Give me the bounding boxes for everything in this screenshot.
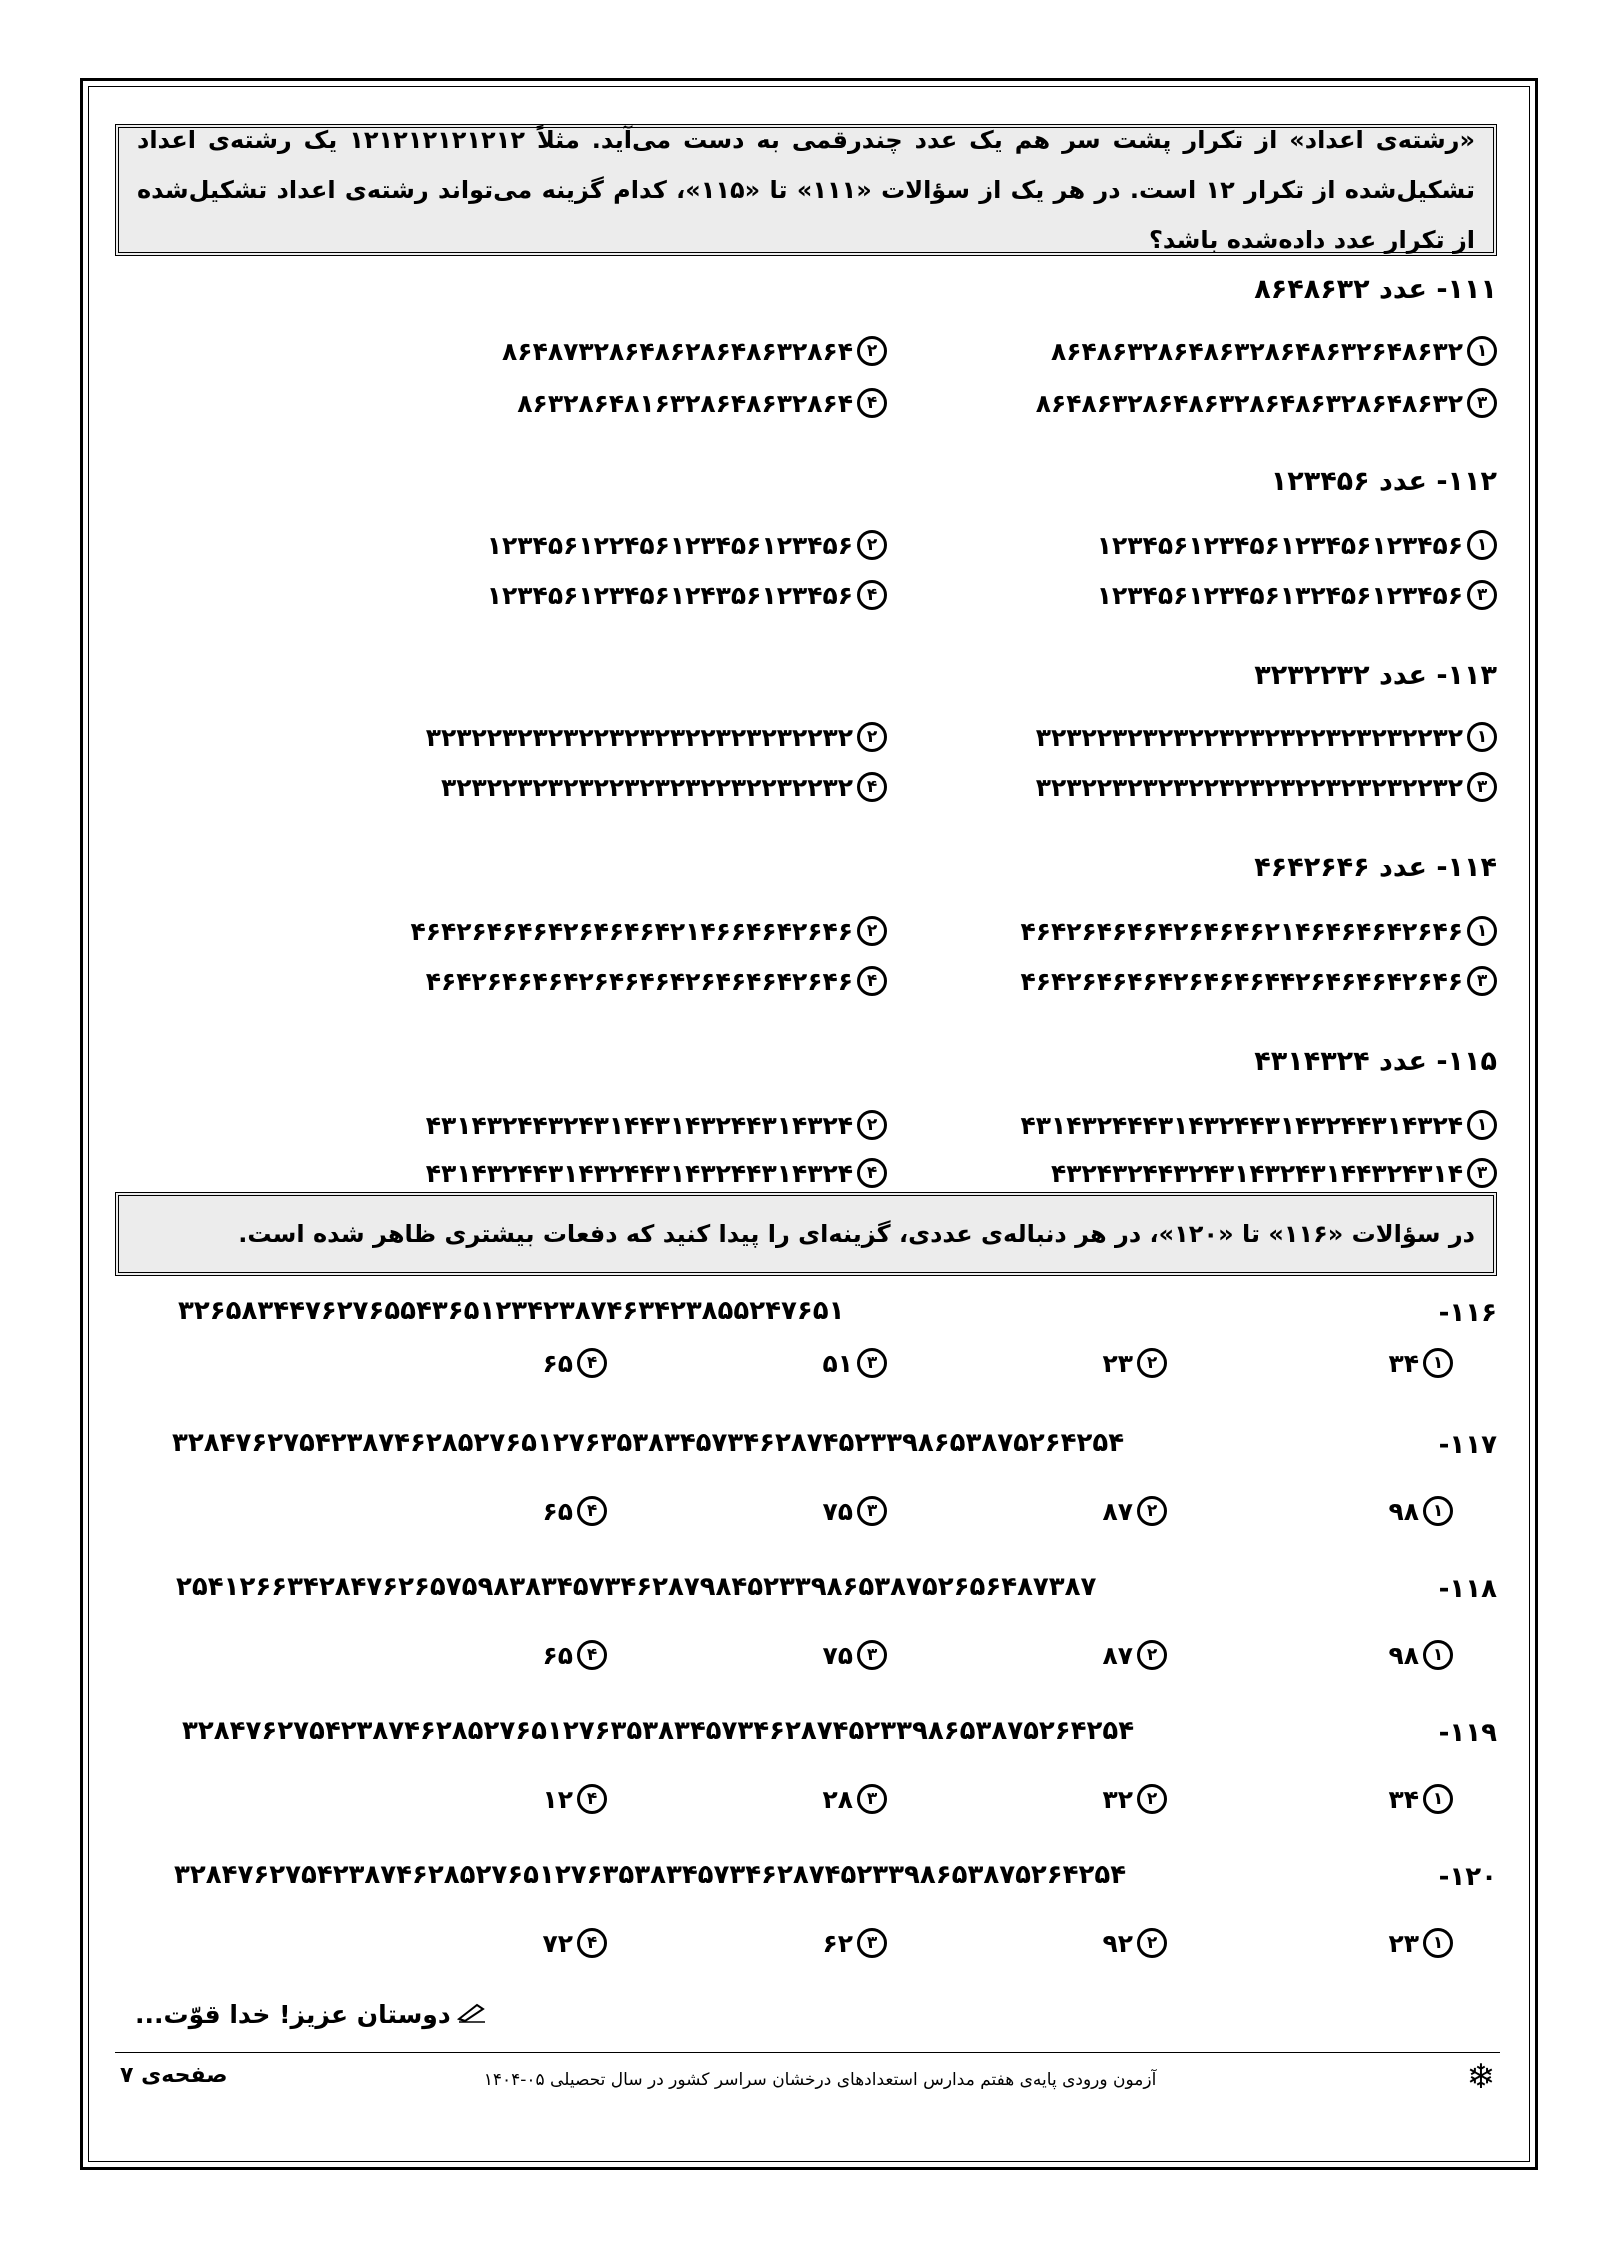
instruction-text: «رشته‌ی اعداد» از تکرار پشت سر هم یک عدد چندرقمی به دست می‌آید. مثلاً ۱۲۱۲۱۲۱۲۱۲۱۲ یک رشته‌ی اعداد تشکیل‌شده از تکرار ۱۲ است. در هر یک از سؤالات «۱۱۱» تا «۱۱۵»، کدام گزینه می‌تواند رشته‌ی اعداد تشکیل‌شده از تکرار عدد داده‌شده باشد؟ [137, 126, 1475, 254]
option-number: ۳ [1467, 1158, 1497, 1188]
option-number: ۱ [1423, 1784, 1453, 1814]
option-number: ۴ [857, 772, 887, 802]
option[interactable] [441, 772, 887, 802]
option[interactable] [426, 722, 887, 752]
option-value: ۳۲۳۲۲۳۲۳۲۳۲۲۳۲۳۲۳۲۲۳۲۳۲۳۲۲۳۲ [425, 722, 853, 752]
question-title: ۱۱۵- عدد ۴۳۱۴۳۲۴ [1254, 1046, 1497, 1077]
option-number: ۱ [1467, 336, 1497, 366]
number-sequence: ۳۲۸۴۷۶۲۷۵۴۲۳۸۷۴۶۲۸۵۲۷۶۵۱۲۷۶۳۵۳۸۳۴۵۷۳۴۶۲۸۷۴۵۲۳۳۹۸۶۵۳۸۷۵۲۶۴۲۵۴ [182, 1716, 1135, 1746]
option-value: ۴۶۴۲۶۴۶۴۶۴۲۶۴۶۴۶۴۲۶۴۶۴۶۴۲۶۴۶ [425, 966, 853, 996]
option-value: ۳۲۳۲۲۳۲۳۲۳۲۲۳۲۳۲۳۲۲۳۲۳۲۳۲۲۳۲ [1035, 722, 1463, 752]
option-value: ۴۶۴۲۶۴۶۴۶۴۲۶۴۶۴۶۴۲۱۴۶۶۴۶۴۲۶۴۶ [410, 916, 853, 946]
choice-value: ۵۱ [822, 1348, 853, 1378]
option-number: ۲ [857, 530, 887, 560]
option[interactable] [487, 530, 887, 560]
option-number: ۴ [577, 1496, 607, 1526]
choice[interactable] [1102, 1496, 1167, 1526]
option-number: ۴ [857, 388, 887, 418]
option-value: ۴۶۴۲۶۴۶۴۶۴۲۶۴۶۴۶۲۱۴۶۴۶۴۶۴۲۶۴۶ [1020, 916, 1463, 946]
choice[interactable] [1102, 1640, 1167, 1670]
option[interactable] [1036, 772, 1497, 802]
option[interactable] [487, 580, 887, 610]
option-number: ۳ [857, 1640, 887, 1670]
choice-value: ۲۳ [1388, 1928, 1419, 1958]
option[interactable] [517, 388, 887, 418]
option-value: ۳۲۳۲۲۳۲۳۲۳۲۲۳۲۳۲۳۲۲۳۲۲۳۲۲۳۲ [441, 772, 853, 802]
choice[interactable] [1388, 1784, 1453, 1814]
choice[interactable] [1388, 1640, 1453, 1670]
option[interactable] [426, 1110, 887, 1140]
choice[interactable] [1388, 1496, 1453, 1526]
choice-value: ۶۵ [542, 1348, 573, 1378]
option-number: ۳ [857, 1348, 887, 1378]
footer-text: آزمون ورودی پایه‌ی هفتم مدارس استعدادهای درخشان سراسر کشور در سال تحصیلی ۰۵-۱۴۰۴ [483, 2070, 1157, 2090]
option[interactable] [1051, 336, 1497, 366]
option-number: ۲ [1137, 1640, 1167, 1670]
option-number: ۴ [857, 580, 887, 610]
choice[interactable] [542, 1784, 607, 1814]
section-instruction-text: در سؤالات «۱۱۶» تا «۱۲۰»، در هر دنباله‌ی عددی، گزینه‌ای را پیدا کنید که دفعات بیشتری ظاهر شده است. [238, 1220, 1475, 1248]
choice[interactable] [542, 1348, 607, 1378]
option-number: ۴ [857, 966, 887, 996]
choice-value: ۳۴ [1388, 1348, 1419, 1378]
choice[interactable] [542, 1496, 607, 1526]
choice-value: ۱۲ [542, 1784, 573, 1814]
choice[interactable] [822, 1928, 887, 1958]
section-instruction-box [115, 1192, 1497, 1276]
question-number: ۱۲۰- [1438, 1862, 1497, 1892]
option-number: ۳ [857, 1496, 887, 1526]
choice-value: ۸۷ [1102, 1640, 1133, 1670]
option-value: ۴۳۲۴۳۲۴۴۳۲۴۳۱۴۳۲۴۳۱۴۴۳۲۴۳۱۴ [1051, 1158, 1463, 1188]
number-sequence: ۳۲۸۴۷۶۲۷۵۴۲۳۸۷۴۶۲۸۵۲۷۶۵۱۲۷۶۳۵۳۸۳۴۵۷۳۴۶۲۸۷۴۵۲۳۳۹۸۶۵۳۸۷۵۲۶۴۲۵۴ [172, 1428, 1125, 1458]
choice-value: ۳۴ [1388, 1784, 1419, 1814]
option-value: ۴۳۱۴۳۲۴۴۳۲۴۳۱۴۴۳۱۴۳۲۴۴۳۱۴۳۲۴ [425, 1110, 853, 1140]
option[interactable] [1020, 966, 1497, 996]
choice-value: ۹۲ [1102, 1928, 1133, 1958]
question-number: ۱۱۶- [1438, 1298, 1497, 1328]
option-value: ۳۲۳۲۲۳۲۳۲۳۲۲۳۲۳۲۳۲۲۳۲۳۲۳۲۲۳۲ [1035, 772, 1463, 802]
choice[interactable] [1102, 1928, 1167, 1958]
option-value: ۴۳۱۴۳۲۴۴۳۱۴۳۲۴۴۳۱۴۳۲۴۴۳۱۴۳۲۴ [425, 1158, 853, 1188]
option-number: ۳ [857, 1928, 887, 1958]
option-number: ۱ [1467, 1110, 1497, 1140]
option-number: ۲ [857, 336, 887, 366]
snowflake-icon: ❄ [1466, 2057, 1495, 2097]
number-sequence: ۳۲۸۴۷۶۲۷۵۴۲۳۸۷۴۶۲۸۵۲۷۶۵۱۲۷۶۳۵۳۸۳۴۵۷۳۴۶۲۸۷۴۵۲۳۳۹۸۶۵۳۸۷۵۲۶۴۲۵۴ [174, 1860, 1127, 1890]
closing-message [135, 2000, 487, 2029]
question-title: ۱۱۴- عدد ۴۶۴۲۶۴۶ [1254, 852, 1497, 883]
choice[interactable] [1388, 1928, 1453, 1958]
choice-value: ۶۵ [542, 1496, 573, 1526]
option-number: ۱ [1423, 1496, 1453, 1526]
option-number: ۳ [1467, 966, 1497, 996]
option-number: ۲ [1137, 1348, 1167, 1378]
option-value: ۱۲۳۴۵۶۱۲۲۴۵۶۱۲۳۴۵۶۱۲۳۴۵۶ [486, 530, 853, 560]
option-number: ۴ [577, 1928, 607, 1958]
option[interactable] [1020, 1110, 1497, 1140]
choice-value: ۶۲ [822, 1928, 853, 1958]
choice-value: ۷۵ [822, 1496, 853, 1526]
choice[interactable] [822, 1784, 887, 1814]
choice-value: ۹۸ [1388, 1640, 1419, 1670]
choice[interactable] [1388, 1348, 1453, 1378]
option-number: ۴ [577, 1784, 607, 1814]
option[interactable] [1036, 722, 1497, 752]
option-number: ۱ [1467, 530, 1497, 560]
question-number: ۱۱۹- [1438, 1718, 1497, 1748]
option-number: ۲ [1137, 1928, 1167, 1958]
page-number: صفحه‌ی ۷ [120, 2063, 228, 2088]
option-value: ۸۶۴۸۶۳۲۸۶۴۸۶۳۲۸۶۴۸۶۳۲۸۶۴۸۶۳۲ [1035, 388, 1463, 418]
option-number: ۲ [1137, 1496, 1167, 1526]
choice-value: ۷۲ [542, 1928, 573, 1958]
option[interactable] [1020, 916, 1497, 946]
number-sequence: ۲۵۴۱۲۶۶۳۴۲۸۴۷۶۲۶۵۷۵۹۸۳۸۳۴۵۷۳۴۶۲۸۷۹۸۴۵۲۳۳۹۸۶۵۳۸۷۵۲۶۵۶۴۸۷۳۸۷ [176, 1572, 1097, 1602]
option-number: ۳ [1467, 580, 1497, 610]
option[interactable] [426, 966, 887, 996]
option-number: ۲ [1137, 1784, 1167, 1814]
option-value: ۸۶۴۸۷۳۲۸۶۴۸۶۲۸۶۴۸۶۳۲۸۶۴ [502, 336, 853, 366]
choice[interactable] [1102, 1784, 1167, 1814]
number-sequence: ۳۲۶۵۸۳۴۴۷۶۲۷۶۵۵۴۳۶۵۱۲۳۴۲۳۸۷۴۶۳۴۲۳۸۵۵۲۴۷۶۵۱ [178, 1296, 845, 1326]
option-number: ۱ [1467, 722, 1497, 752]
pencil-icon [457, 2000, 487, 2029]
choice[interactable] [1102, 1348, 1167, 1378]
option-number: ۳ [857, 1784, 887, 1814]
option-number: ۲ [857, 916, 887, 946]
option-number: ۲ [857, 722, 887, 752]
question-title: ۱۱۲- عدد ۱۲۳۴۵۶ [1270, 466, 1497, 497]
choice[interactable] [822, 1640, 887, 1670]
choice-value: ۳۲ [1102, 1784, 1133, 1814]
choice-value: ۲۸ [822, 1784, 853, 1814]
option-number: ۳ [1467, 772, 1497, 802]
option-number: ۱ [1423, 1348, 1453, 1378]
choice-value: ۹۸ [1388, 1496, 1419, 1526]
option-number: ۱ [1423, 1640, 1453, 1670]
option[interactable] [502, 336, 887, 366]
instruction-box [115, 124, 1497, 256]
option-value: ۸۶۳۲۸۶۴۸۱۶۳۲۸۶۴۸۶۳۲۸۶۴ [517, 388, 853, 418]
choice-value: ۸۷ [1102, 1496, 1133, 1526]
option-value: ۱۲۳۴۵۶۱۲۳۴۵۶۱۲۳۴۵۶۱۲۳۴۵۶ [1096, 530, 1463, 560]
option-number: ۴ [577, 1348, 607, 1378]
question-title: ۱۱۳- عدد ۳۲۳۲۲۳۲ [1254, 660, 1497, 691]
choice[interactable] [542, 1640, 607, 1670]
option-number: ۴ [577, 1640, 607, 1670]
option[interactable] [1036, 388, 1497, 418]
option[interactable] [1051, 1158, 1497, 1188]
choice-value: ۲۳ [1102, 1348, 1133, 1378]
option[interactable] [1097, 580, 1497, 610]
choice-value: ۶۵ [542, 1640, 573, 1670]
option-number: ۲ [857, 1110, 887, 1140]
option[interactable] [1097, 530, 1497, 560]
option-value: ۱۲۳۴۵۶۱۲۳۴۵۶۱۲۴۳۵۶۱۲۳۴۵۶ [486, 580, 853, 610]
option-number: ۳ [1467, 388, 1497, 418]
choice-value: ۷۵ [822, 1640, 853, 1670]
option-number: ۱ [1423, 1928, 1453, 1958]
option-number: ۴ [857, 1158, 887, 1188]
choice[interactable] [822, 1496, 887, 1526]
option-number: ۱ [1467, 916, 1497, 946]
closing-text: دوستان عزیز! خدا قوّت... [135, 2000, 451, 2029]
question-number: ۱۱۸- [1438, 1574, 1497, 1604]
footer-divider [115, 2052, 1500, 2053]
choice[interactable] [822, 1348, 887, 1378]
option-value: ۱۲۳۴۵۶۱۲۳۴۵۶۱۳۲۴۵۶۱۲۳۴۵۶ [1096, 580, 1463, 610]
option[interactable] [426, 1158, 887, 1188]
question-title: ۱۱۱- عدد ۸۶۴۸۶۳۲ [1254, 274, 1497, 305]
option-value: ۴۳۱۴۳۲۴۴۴۳۱۴۳۲۴۴۳۱۴۳۲۴۴۳۱۴۳۲۴ [1020, 1110, 1463, 1140]
option[interactable] [410, 916, 887, 946]
option-value: ۸۶۴۸۶۳۲۸۶۴۸۶۳۲۸۶۴۸۶۳۲۶۴۸۶۳۲ [1051, 336, 1463, 366]
option-value: ۴۶۴۲۶۴۶۴۶۴۲۶۴۶۴۶۴۴۲۶۴۶۴۶۴۲۶۴۶ [1020, 966, 1463, 996]
choice[interactable] [542, 1928, 607, 1958]
question-number: ۱۱۷- [1438, 1430, 1497, 1460]
